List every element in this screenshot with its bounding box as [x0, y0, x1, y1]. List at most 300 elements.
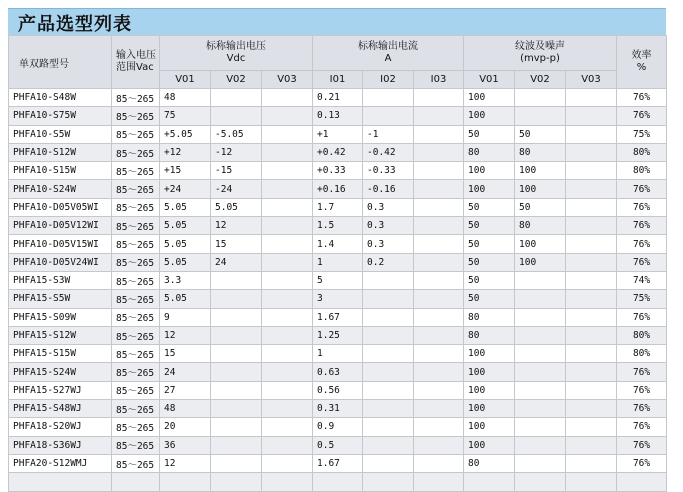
cell-vout-2: -5.05	[211, 125, 262, 143]
header-output-current	[313, 36, 464, 71]
header-v02: V02	[211, 71, 262, 89]
cell-vout-1: +5.05	[160, 125, 211, 143]
header-input-label-1: 输入电压	[116, 50, 156, 61]
cell-iout-1: 0.9	[313, 418, 363, 436]
cell-iout-3	[414, 162, 464, 180]
cell-input-voltage: 85～265	[112, 308, 160, 326]
cell-ripple-1: 80	[464, 143, 515, 161]
cell-ripple-1: 50	[464, 235, 515, 253]
table-row	[9, 271, 667, 289]
cell-vout-1: 12	[160, 326, 211, 344]
cell-model: PHFA10-S48W	[9, 89, 112, 107]
cell-iout-2	[363, 418, 414, 436]
cell-model: PHFA10-S24W	[9, 180, 112, 198]
cell-vout-1: 5.05	[160, 198, 211, 216]
header-v01: V01	[160, 71, 211, 89]
cell-ripple-2	[515, 271, 566, 289]
header-ripple-v03: V03	[566, 71, 617, 89]
cell-iout-1: +0.42	[313, 143, 363, 161]
table-row	[9, 198, 667, 216]
cell-ripple-2	[515, 308, 566, 326]
header-ripple-noise	[464, 36, 617, 71]
cell-efficiency: 74%	[617, 271, 667, 289]
cell-vout-1: 27	[160, 381, 211, 399]
cell-iout-2: 0.3	[363, 235, 414, 253]
cell-ripple-2	[515, 89, 566, 107]
cell-iout-3	[414, 235, 464, 253]
cell-iout-3	[414, 308, 464, 326]
cell-input-voltage: 85～265	[112, 363, 160, 381]
cell-ripple-3	[566, 326, 617, 344]
cell-ripple-3	[566, 345, 617, 363]
table-row	[9, 454, 667, 472]
cell-model: PHFA15-S27WJ	[9, 381, 112, 399]
cell-vout-3	[262, 217, 313, 235]
header-input-voltage	[112, 36, 160, 89]
header-model	[9, 36, 112, 89]
cell-ripple-2	[515, 381, 566, 399]
cell-iout-3	[414, 290, 464, 308]
cell-model: PHFA15-S12W	[9, 326, 112, 344]
cell-model: PHFA15-S09W	[9, 308, 112, 326]
cell-ripple-1: 50	[464, 253, 515, 271]
cell-ripple-1: 100	[464, 162, 515, 180]
cell-iout-3	[414, 326, 464, 344]
cell-input-voltage: 85～265	[112, 290, 160, 308]
cell-iout-1: 1.67	[313, 308, 363, 326]
cell-iout-3	[414, 180, 464, 198]
table-row	[9, 180, 667, 198]
cell-iout-3	[414, 125, 464, 143]
cell-vout-2	[211, 308, 262, 326]
cell-vout-3	[262, 290, 313, 308]
cell-efficiency: 76%	[617, 363, 667, 381]
cell-iout-1: 1	[313, 253, 363, 271]
cell-vout-2	[211, 107, 262, 125]
cell-vout-2: 5.05	[211, 198, 262, 216]
cell-vout-1: 48	[160, 400, 211, 418]
cell-iout-3	[414, 454, 464, 472]
cell-vout-1: 12	[160, 454, 211, 472]
cell-iout-2: 0.3	[363, 198, 414, 216]
cell-iout-1: 0.13	[313, 107, 363, 125]
cell-iout-3	[414, 473, 464, 491]
cell-vout-3	[262, 271, 313, 289]
cell-iout-1: 1.4	[313, 235, 363, 253]
cell-ripple-3	[566, 290, 617, 308]
cell-vout-3	[262, 253, 313, 271]
cell-iout-3	[414, 418, 464, 436]
cell-vout-1: +24	[160, 180, 211, 198]
cell-efficiency: 76%	[617, 400, 667, 418]
cell-ripple-2	[515, 400, 566, 418]
cell-ripple-2	[515, 326, 566, 344]
header-eff-label-2: %	[636, 62, 647, 73]
cell-vout-2: 12	[211, 217, 262, 235]
cell-iout-2: -0.33	[363, 162, 414, 180]
cell-vout-2	[211, 326, 262, 344]
cell-ripple-3	[566, 125, 617, 143]
cell-vout-1: 20	[160, 418, 211, 436]
cell-ripple-3	[566, 308, 617, 326]
cell-ripple-2	[515, 418, 566, 436]
cell-vout-3	[262, 400, 313, 418]
cell-model: PHFA10-S5W	[9, 125, 112, 143]
cell-model: PHFA10-S75W	[9, 107, 112, 125]
cell-vout-1: 9	[160, 308, 211, 326]
title-bar	[8, 8, 666, 35]
cell-input-voltage: 85～265	[112, 381, 160, 399]
cell-ripple-3	[566, 381, 617, 399]
cell-vout-2	[211, 473, 262, 491]
cell-vout-3	[262, 454, 313, 472]
cell-iout-1: 0.21	[313, 89, 363, 107]
cell-efficiency: 76%	[617, 436, 667, 454]
cell-input-voltage: 85～265	[112, 436, 160, 454]
cell-vout-3	[262, 180, 313, 198]
cell-iout-1: 1.25	[313, 326, 363, 344]
cell-iout-2	[363, 454, 414, 472]
cell-iout-2	[363, 290, 414, 308]
cell-vout-3	[262, 125, 313, 143]
cell-vout-2	[211, 454, 262, 472]
cell-iout-2	[363, 326, 414, 344]
cell-vout-2	[211, 89, 262, 107]
cell-efficiency	[617, 473, 667, 491]
cell-ripple-3	[566, 89, 617, 107]
cell-efficiency: 80%	[617, 326, 667, 344]
cell-iout-1	[313, 473, 363, 491]
cell-iout-3	[414, 143, 464, 161]
cell-input-voltage: 85～265	[112, 326, 160, 344]
cell-iout-3	[414, 253, 464, 271]
table-row	[9, 326, 667, 344]
cell-model: PHFA10-D05V05WI	[9, 198, 112, 216]
cell-vout-2	[211, 400, 262, 418]
cell-input-voltage: 85～265	[112, 107, 160, 125]
cell-input-voltage	[112, 473, 160, 491]
cell-efficiency: 80%	[617, 345, 667, 363]
cell-iout-1: 5	[313, 271, 363, 289]
cell-vout-3	[262, 89, 313, 107]
cell-ripple-1: 100	[464, 180, 515, 198]
header-iout-label-2: A	[384, 53, 392, 64]
cell-ripple-3	[566, 143, 617, 161]
cell-ripple-3	[566, 473, 617, 491]
cell-ripple-1: 50	[464, 217, 515, 235]
cell-vout-2	[211, 381, 262, 399]
cell-input-voltage: 85～265	[112, 345, 160, 363]
cell-vout-3	[262, 363, 313, 381]
cell-iout-3	[414, 345, 464, 363]
cell-vout-2	[211, 436, 262, 454]
table-row	[9, 290, 667, 308]
cell-ripple-2: 50	[515, 125, 566, 143]
cell-ripple-3	[566, 235, 617, 253]
cell-vout-3	[262, 235, 313, 253]
header-ripple-v01: V01	[464, 71, 515, 89]
cell-iout-1: 0.63	[313, 363, 363, 381]
cell-ripple-1: 80	[464, 454, 515, 472]
cell-iout-3	[414, 381, 464, 399]
cell-efficiency: 76%	[617, 235, 667, 253]
cell-iout-1: 1.7	[313, 198, 363, 216]
cell-ripple-2	[515, 436, 566, 454]
cell-efficiency: 76%	[617, 107, 667, 125]
cell-input-voltage: 85～265	[112, 125, 160, 143]
cell-ripple-1: 100	[464, 418, 515, 436]
cell-vout-1: +12	[160, 143, 211, 161]
cell-efficiency: 76%	[617, 454, 667, 472]
table-row	[9, 473, 667, 491]
cell-ripple-2: 100	[515, 180, 566, 198]
cell-iout-1: +1	[313, 125, 363, 143]
cell-ripple-3	[566, 400, 617, 418]
cell-model: PHFA20-S12WMJ	[9, 454, 112, 472]
table-row	[9, 125, 667, 143]
cell-efficiency: 76%	[617, 89, 667, 107]
cell-iout-1: +0.16	[313, 180, 363, 198]
header-ripple-label-1: 纹波及噪声	[515, 41, 566, 52]
table-row	[9, 89, 667, 107]
cell-iout-3	[414, 217, 464, 235]
table-body	[9, 89, 667, 492]
cell-vout-2: -12	[211, 143, 262, 161]
cell-iout-2	[363, 400, 414, 418]
cell-vout-2: 15	[211, 235, 262, 253]
cell-iout-3	[414, 89, 464, 107]
cell-ripple-2: 80	[515, 143, 566, 161]
cell-ripple-2: 100	[515, 235, 566, 253]
header-efficiency	[617, 36, 667, 89]
cell-iout-2	[363, 436, 414, 454]
product-selection-table	[8, 35, 667, 492]
cell-model: PHFA18-S20WJ	[9, 418, 112, 436]
cell-iout-3	[414, 271, 464, 289]
cell-ripple-2: 100	[515, 162, 566, 180]
cell-ripple-2	[515, 290, 566, 308]
header-input-label-2: 范围Vac	[116, 62, 154, 73]
cell-input-voltage: 85～265	[112, 198, 160, 216]
header-i01: I01	[313, 71, 363, 89]
cell-vout-3	[262, 143, 313, 161]
cell-iout-2: -0.42	[363, 143, 414, 161]
cell-model: PHFA10-D05V24WI	[9, 253, 112, 271]
cell-ripple-2	[515, 107, 566, 125]
cell-vout-2	[211, 363, 262, 381]
cell-model: PHFA15-S48WJ	[9, 400, 112, 418]
cell-vout-3	[262, 198, 313, 216]
cell-iout-2	[363, 271, 414, 289]
cell-iout-3	[414, 198, 464, 216]
cell-iout-1: 0.5	[313, 436, 363, 454]
cell-ripple-1: 100	[464, 436, 515, 454]
cell-iout-2	[363, 473, 414, 491]
cell-iout-2	[363, 107, 414, 125]
cell-iout-2	[363, 345, 414, 363]
cell-vout-3	[262, 418, 313, 436]
cell-ripple-3	[566, 180, 617, 198]
cell-iout-3	[414, 436, 464, 454]
cell-vout-3	[262, 162, 313, 180]
cell-iout-2	[363, 381, 414, 399]
cell-ripple-1: 80	[464, 308, 515, 326]
cell-ripple-1: 50	[464, 125, 515, 143]
table-row	[9, 143, 667, 161]
cell-vout-3	[262, 381, 313, 399]
table-row	[9, 418, 667, 436]
cell-vout-3	[262, 473, 313, 491]
cell-iout-1: +0.33	[313, 162, 363, 180]
cell-input-voltage: 85～265	[112, 400, 160, 418]
cell-vout-1: 48	[160, 89, 211, 107]
cell-ripple-3	[566, 418, 617, 436]
cell-input-voltage: 85～265	[112, 271, 160, 289]
cell-input-voltage: 85～265	[112, 89, 160, 107]
cell-ripple-2: 100	[515, 253, 566, 271]
cell-model: PHFA10-D05V12WI	[9, 217, 112, 235]
cell-efficiency: 76%	[617, 253, 667, 271]
cell-ripple-1: 100	[464, 400, 515, 418]
cell-efficiency: 76%	[617, 418, 667, 436]
table-row	[9, 345, 667, 363]
cell-vout-1: 5.05	[160, 235, 211, 253]
cell-ripple-3	[566, 198, 617, 216]
table-row	[9, 253, 667, 271]
cell-ripple-2	[515, 454, 566, 472]
header-ripple-label-2: (mvp-p)	[520, 53, 560, 64]
cell-model: PHFA15-S15W	[9, 345, 112, 363]
cell-ripple-3	[566, 271, 617, 289]
cell-iout-1: 3	[313, 290, 363, 308]
cell-model: PHFA10-D05V15WI	[9, 235, 112, 253]
cell-input-voltage: 85～265	[112, 418, 160, 436]
cell-iout-1: 1.67	[313, 454, 363, 472]
header-output-voltage	[160, 36, 313, 71]
cell-efficiency: 75%	[617, 290, 667, 308]
cell-vout-1: 36	[160, 436, 211, 454]
header-vout-label-2: Vdc	[226, 53, 246, 64]
header-ripple-v02: V02	[515, 71, 566, 89]
table-row	[9, 107, 667, 125]
cell-input-voltage: 85～265	[112, 143, 160, 161]
table-row	[9, 363, 667, 381]
cell-efficiency: 76%	[617, 198, 667, 216]
cell-vout-2: 24	[211, 253, 262, 271]
cell-vout-2	[211, 290, 262, 308]
cell-efficiency: 80%	[617, 162, 667, 180]
cell-vout-1: +15	[160, 162, 211, 180]
cell-ripple-3	[566, 217, 617, 235]
cell-vout-3	[262, 326, 313, 344]
cell-iout-1: 1	[313, 345, 363, 363]
cell-ripple-3	[566, 107, 617, 125]
cell-efficiency: 80%	[617, 143, 667, 161]
cell-efficiency: 76%	[617, 308, 667, 326]
cell-vout-3	[262, 308, 313, 326]
cell-vout-1: 5.05	[160, 290, 211, 308]
cell-iout-2	[363, 308, 414, 326]
cell-ripple-2	[515, 345, 566, 363]
cell-ripple-2	[515, 363, 566, 381]
cell-ripple-1: 100	[464, 345, 515, 363]
cell-vout-2	[211, 345, 262, 363]
table-row	[9, 235, 667, 253]
header-vout-label-1: 标称输出电压	[206, 41, 266, 52]
cell-vout-1: 15	[160, 345, 211, 363]
cell-ripple-3	[566, 162, 617, 180]
cell-iout-1: 0.56	[313, 381, 363, 399]
cell-iout-3	[414, 400, 464, 418]
cell-iout-2	[363, 363, 414, 381]
header-model-label: 单双路型号	[19, 58, 69, 70]
cell-vout-1: 75	[160, 107, 211, 125]
cell-vout-3	[262, 436, 313, 454]
cell-iout-3	[414, 363, 464, 381]
header-i03: I03	[414, 71, 464, 89]
cell-input-voltage: 85～265	[112, 235, 160, 253]
cell-model: PHFA10-S12W	[9, 143, 112, 161]
cell-ripple-1: 100	[464, 381, 515, 399]
cell-vout-3	[262, 345, 313, 363]
cell-iout-1: 0.31	[313, 400, 363, 418]
cell-model: PHFA18-S36WJ	[9, 436, 112, 454]
page-title: 产品选型列表	[18, 14, 132, 35]
cell-model	[9, 473, 112, 491]
cell-vout-1: 3.3	[160, 271, 211, 289]
cell-ripple-1: 50	[464, 198, 515, 216]
cell-ripple-1: 50	[464, 290, 515, 308]
table-row	[9, 400, 667, 418]
table-header	[9, 36, 667, 89]
cell-input-voltage: 85～265	[112, 162, 160, 180]
cell-ripple-2: 80	[515, 217, 566, 235]
header-v03: V03	[262, 71, 313, 89]
table-row	[9, 381, 667, 399]
cell-ripple-3	[566, 363, 617, 381]
cell-iout-3	[414, 107, 464, 125]
header-i02: I02	[363, 71, 414, 89]
cell-model: PHFA15-S3W	[9, 271, 112, 289]
cell-ripple-2	[515, 473, 566, 491]
cell-vout-2: -15	[211, 162, 262, 180]
cell-iout-2: -1	[363, 125, 414, 143]
cell-model: PHFA15-S5W	[9, 290, 112, 308]
table-row	[9, 162, 667, 180]
cell-ripple-1: 100	[464, 363, 515, 381]
cell-ripple-1: 80	[464, 326, 515, 344]
cell-vout-2: -24	[211, 180, 262, 198]
cell-vout-1: 5.05	[160, 217, 211, 235]
header-iout-label-1: 标称输出电流	[358, 41, 418, 52]
cell-vout-1	[160, 473, 211, 491]
cell-input-voltage: 85～265	[112, 454, 160, 472]
cell-vout-2	[211, 418, 262, 436]
table-row	[9, 436, 667, 454]
table-row	[9, 217, 667, 235]
cell-model: PHFA10-S15W	[9, 162, 112, 180]
cell-efficiency: 76%	[617, 381, 667, 399]
cell-ripple-1: 100	[464, 89, 515, 107]
cell-ripple-1: 50	[464, 271, 515, 289]
cell-iout-2: -0.16	[363, 180, 414, 198]
cell-vout-3	[262, 107, 313, 125]
cell-efficiency: 75%	[617, 125, 667, 143]
cell-iout-1: 1.5	[313, 217, 363, 235]
cell-iout-2: 0.3	[363, 217, 414, 235]
cell-ripple-3	[566, 436, 617, 454]
cell-vout-2	[211, 271, 262, 289]
